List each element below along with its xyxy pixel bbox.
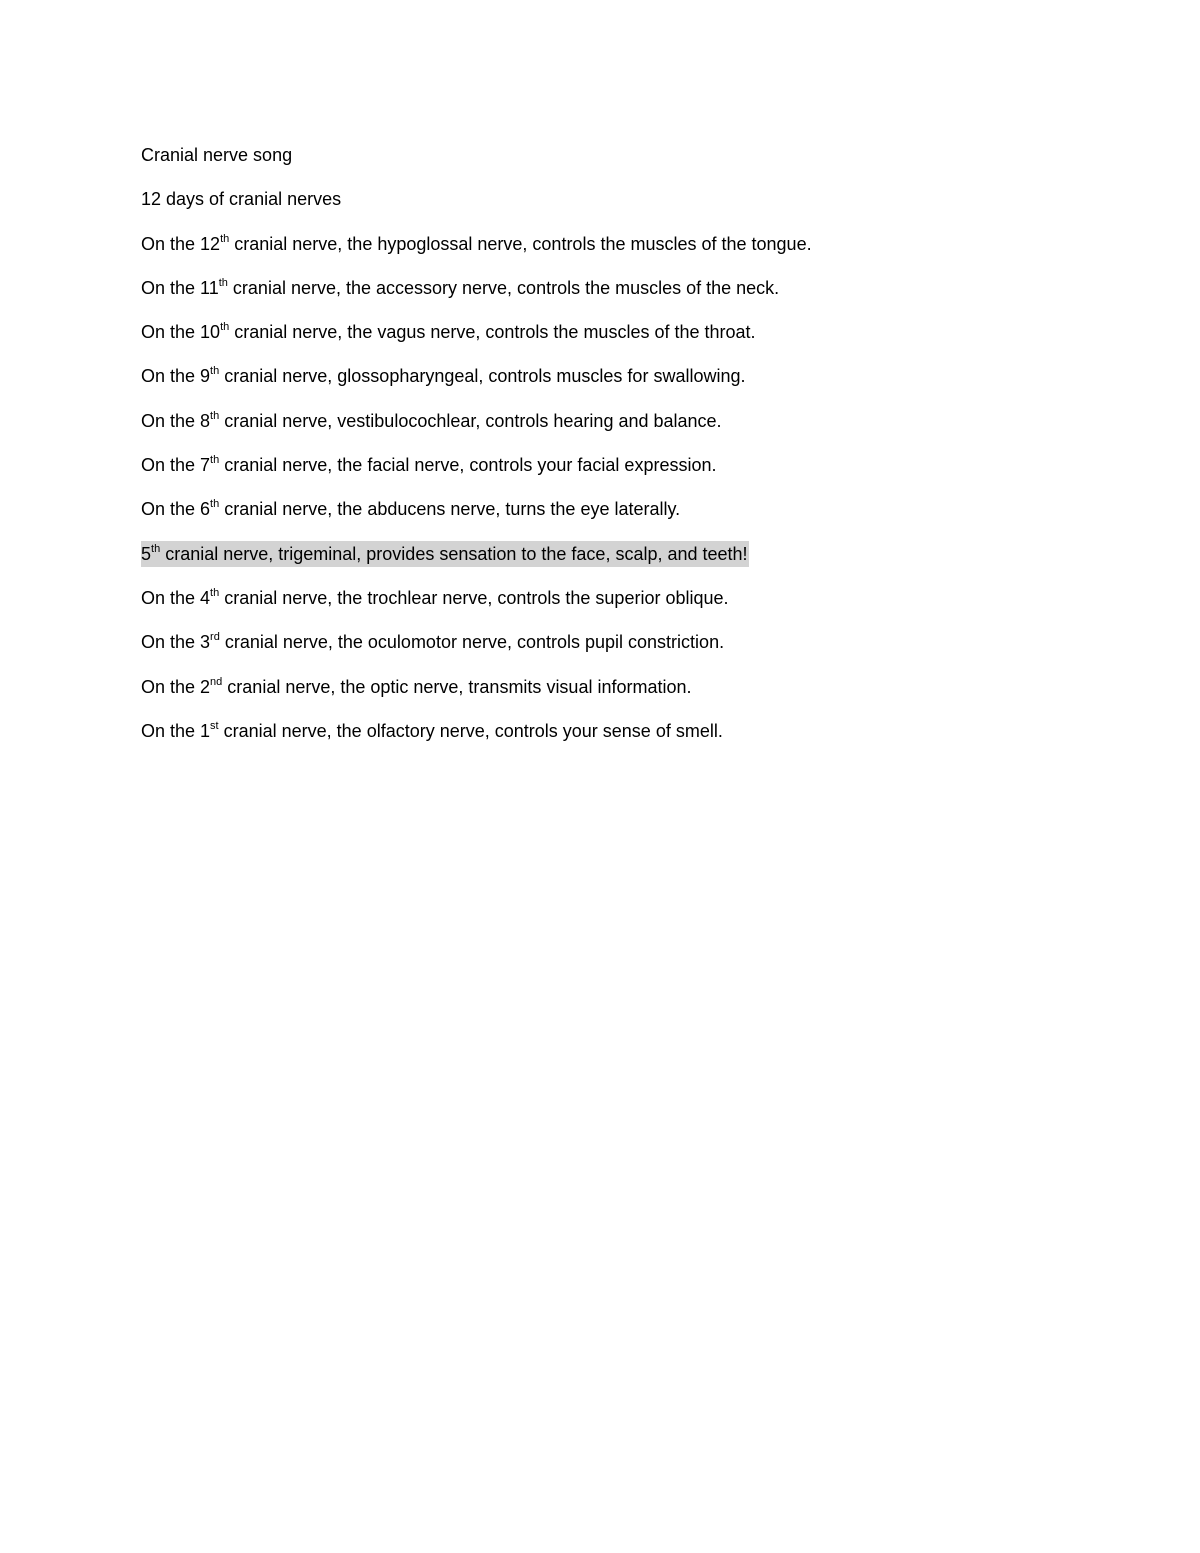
ordinal-suffix: th [220,321,230,334]
verse-text: cranial nerve, the olfactory nerve, controls your sense of smell. [218,720,723,741]
verse-line-3 [141,629,1081,655]
ordinal-suffix: th [151,542,161,555]
verse-line-4 [141,585,1081,611]
ordinal-suffix: th [220,232,230,245]
ordinal-suffix: th [210,498,220,511]
verse-text: cranial nerve, the hypoglossal nerve, controls the muscles of the tongue. [229,233,812,254]
verse-text: cranial nerve, the facial nerve, controls your facial expression. [219,455,717,476]
verse-line-11 [141,275,1081,301]
verse-text: cranial nerve, vestibulocochlear, controls hearing and balance. [219,410,722,431]
verse-prefix: On the 7 [141,455,211,476]
verse-prefix: On the 11 [141,277,219,298]
ordinal-suffix: nd [210,675,223,688]
verse-line-7 [141,452,1081,478]
verse-text: cranial nerve, the vagus nerve, controls the muscles of the throat. [229,322,756,343]
verse-line-1 [141,718,1081,744]
document-title: Cranial nerve song [141,145,293,165]
verse-prefix: On the 2 [141,676,211,697]
verse-prefix: On the 1 [141,720,211,741]
ordinal-suffix: th [210,365,220,378]
verse-text: cranial nerve, the abducens nerve, turns the eye laterally. [219,499,681,520]
verse-line-6 [141,496,1081,522]
verse-text: cranial nerve, glossopharyngeal, controls muscles for swallowing. [219,366,746,387]
verse-prefix: On the 8 [141,410,211,431]
verse-text: cranial nerve, the trochlear nerve, controls the superior oblique. [219,587,729,608]
ordinal-suffix: st [210,719,219,732]
document-body [141,142,1081,762]
verse-text: cranial nerve, the optic nerve, transmits visual information. [222,676,692,697]
verse-prefix: On the 12 [141,233,221,254]
verse-prefix: On the 6 [141,499,211,520]
ordinal-suffix: th [210,586,220,599]
verse-prefix: On the 10 [141,322,221,343]
verse-line-5 [141,541,1081,567]
ordinal-suffix: th [218,276,228,289]
verse-text: cranial nerve, trigeminal, provides sensation to the face, scalp, and teeth! [160,543,748,564]
document-subtitle: 12 days of cranial nerves [141,189,342,210]
highlighted-text [141,541,749,567]
ordinal-suffix: rd [210,631,220,644]
verse-line-8 [141,408,1081,434]
verse-line-10 [141,319,1081,345]
verse-text: cranial nerve, the accessory nerve, controls the muscles of the neck. [227,277,780,298]
verse-line-12 [141,231,1081,257]
ordinal-suffix: th [210,454,220,467]
verse-prefix: On the 3 [141,632,211,653]
ordinal-suffix: th [210,409,220,422]
verse-line-2 [141,674,1081,700]
verse-prefix: On the 9 [141,366,211,387]
verse-line-9 [141,363,1081,389]
verse-prefix: On the 4 [141,587,211,608]
verse-prefix: 5 [141,543,152,564]
verse-text: cranial nerve, the oculomotor nerve, controls pupil constriction. [219,632,725,653]
